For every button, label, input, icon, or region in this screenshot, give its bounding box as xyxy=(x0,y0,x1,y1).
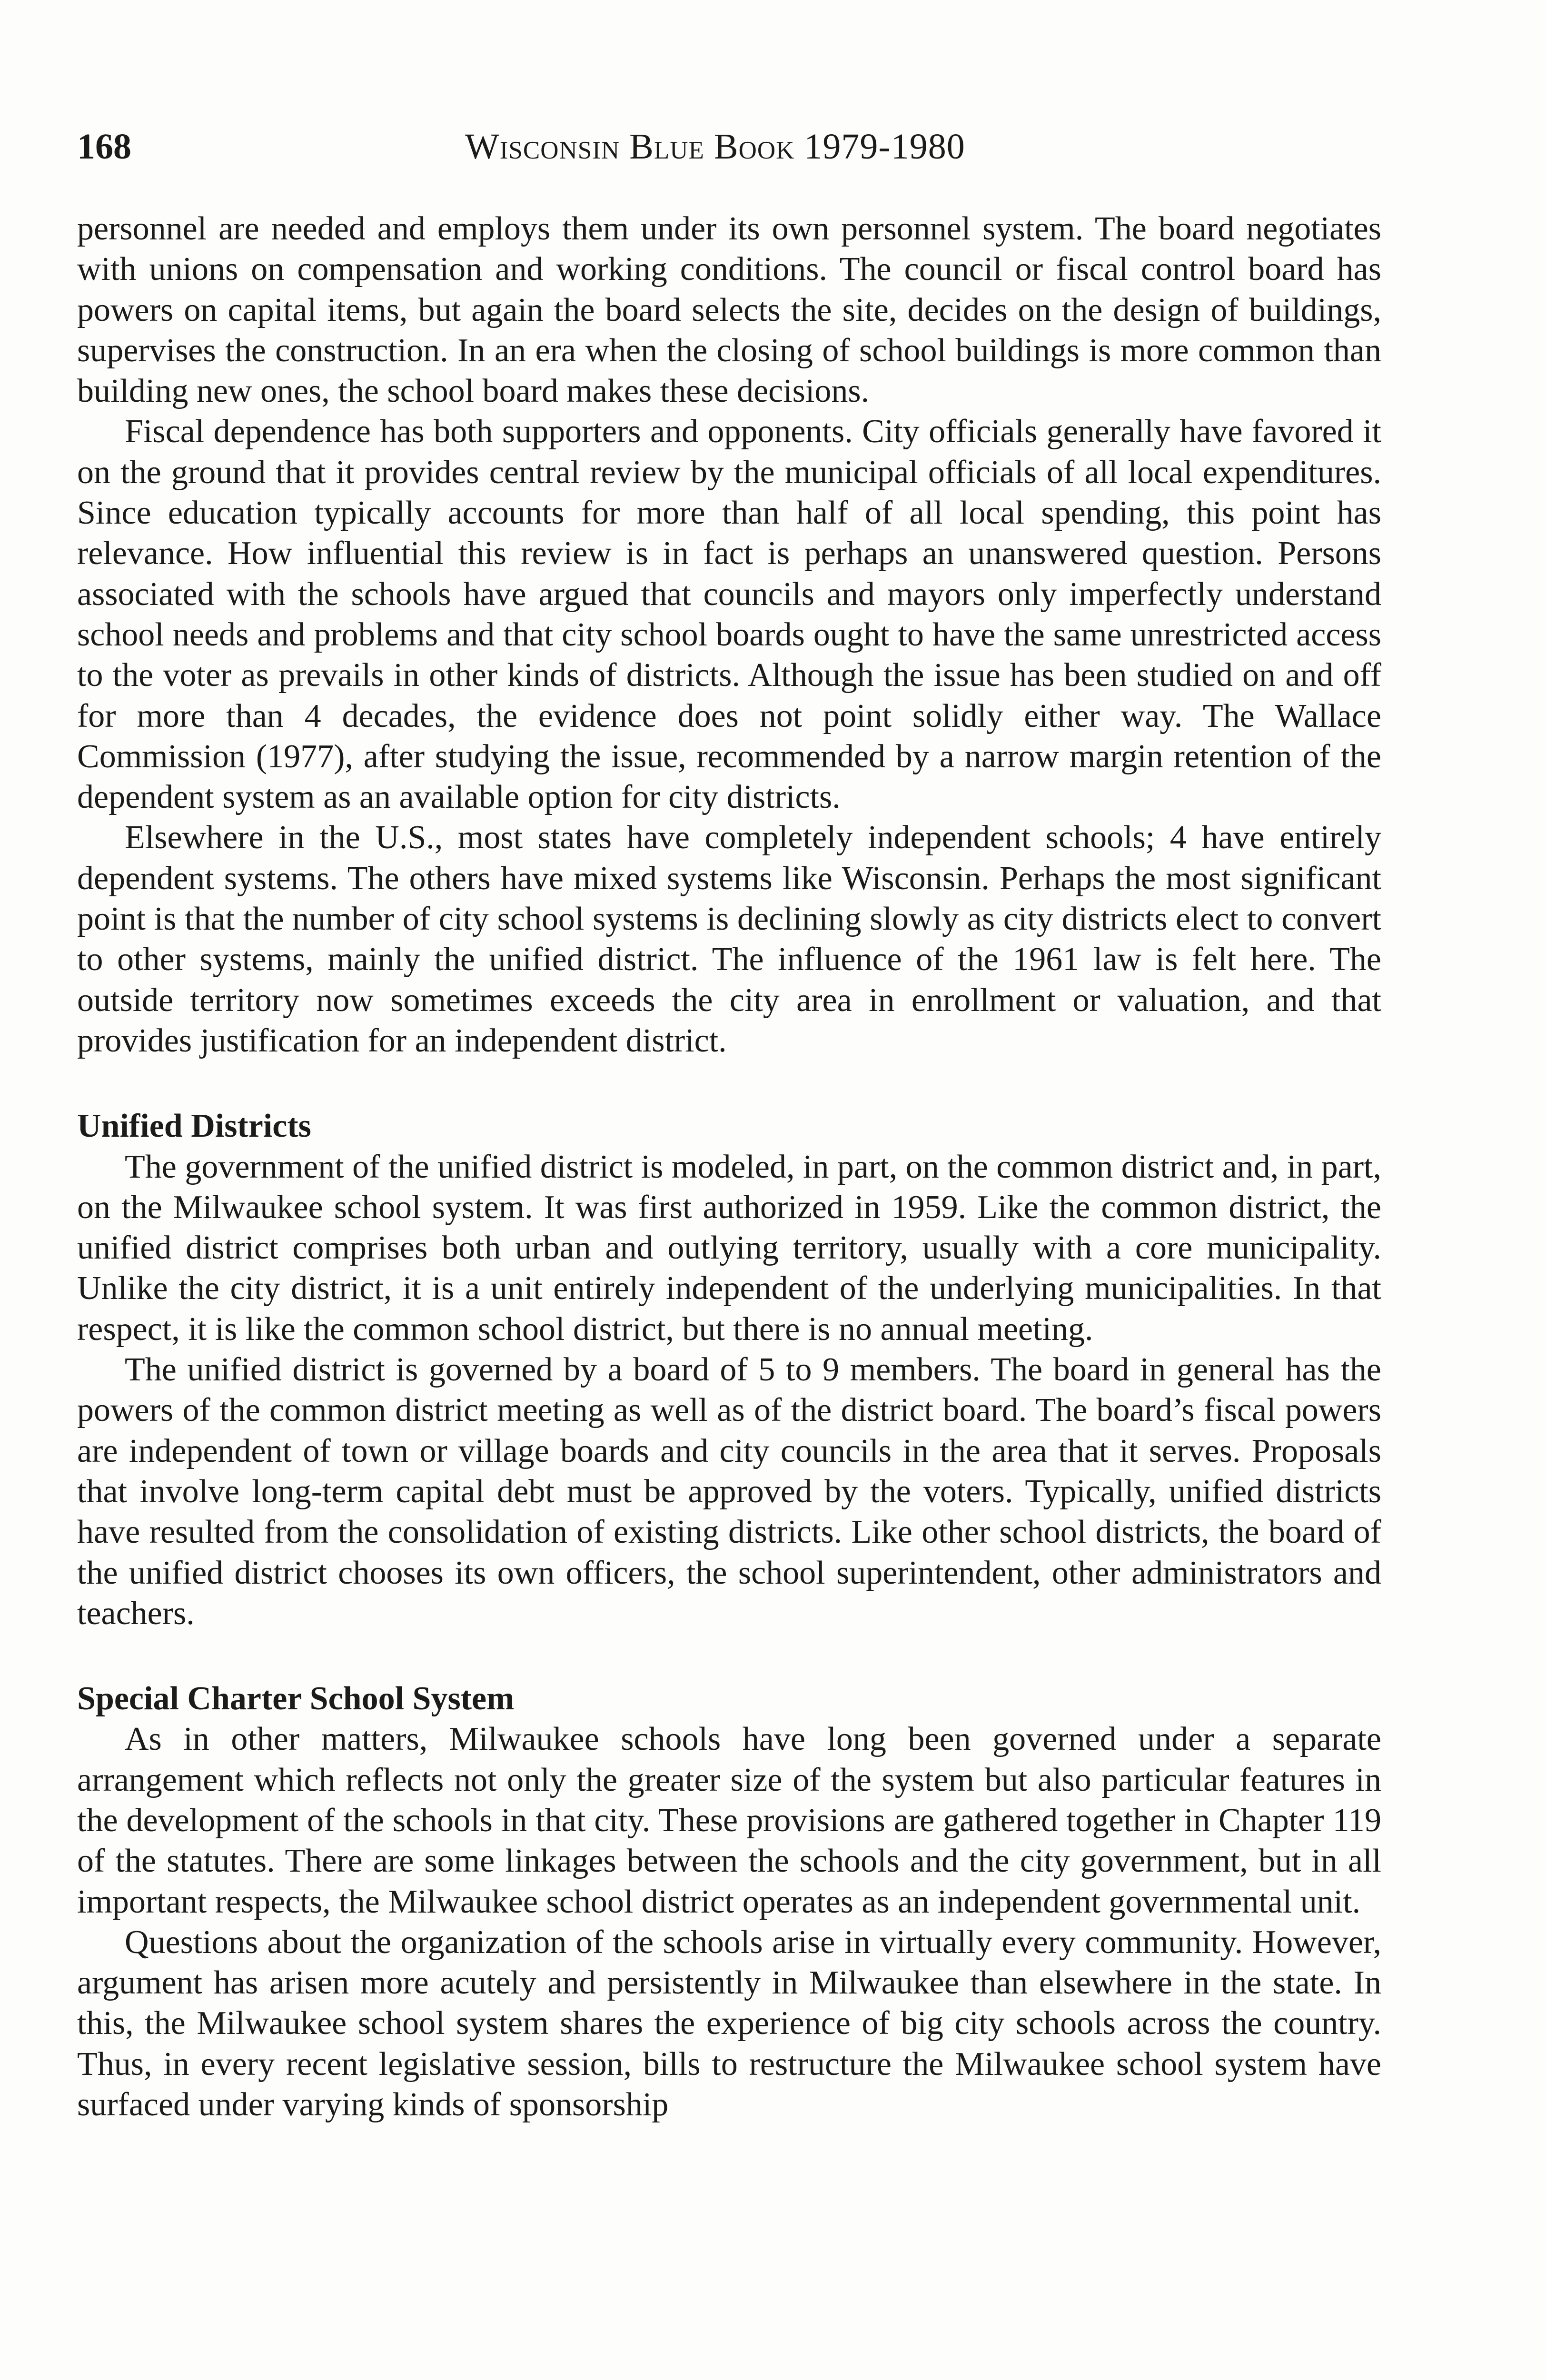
heading-special-charter: Special Charter School System xyxy=(77,1680,515,1717)
paragraph-fiscal-dependence: Fiscal dependence has both supporters and opponents. City officials generally have favored it on the ground that it provides central review by the municipal officials of all local expenditures. Since education typically accounts for more than half of all local spending, this point has relevance. How influential this review is in fact is perhaps an unanswered question. Persons associated with the schools have argued that councils and mayors only imperfectly understand school needs and problems and that city school boards ought to have the same unrestricted access to the voter as prevails in other kinds of districts. Although the issue has been studied on and off for more than 4 decades, the evidence does not point solidly either way. The Wallace Commission (1977), after studying the issue, recommended by a narrow margin retention of the dependent system as an available option for city districts. xyxy=(77,413,1381,816)
paragraph-milwaukee-arrangement: As in other matters, Milwaukee schools have long been governed under a separate arrangement which reflects not only the greater size of the system but also particular features in the development of the schools in that city. These provisions are gathered together in Chapter 119 of the statutes. There are some linkages between the schools and the city government, but in all important respects, the Milwaukee school district operates as an independent governmental unit. xyxy=(77,1721,1381,1920)
page-number: 168 xyxy=(77,127,131,167)
section-gap xyxy=(77,1061,1381,1106)
heading-unified-districts: Unified Districts xyxy=(77,1108,311,1145)
body-text xyxy=(77,208,1381,2125)
running-title: Wisconsin Blue Book 1979-1980 xyxy=(465,127,965,167)
paragraph-unified-government: The government of the unified district is modeled, in part, on the common district and, in part, on the Milwaukee school system. It was first authorized in 1959. Like the common district, the unified district comprises both urban and outlying territory, usually with a core municipality. Unlike the city district, it is a unit entirely independent of the underlying municipalities. In that respect, it is like the common school district, but there is no annual meeting. xyxy=(77,1148,1381,1348)
page-header xyxy=(77,123,1381,170)
paragraph-continued: personnel are needed and employs them under its own personnel system. The board negotiates with unions on compensation and working conditions. The council or fiscal control board has powers on capital items, but again the board selects the site, decides on the design of buildings, supervises the construction. In an era when the closing of school buildings is more common than building new ones, the school board makes these decisions. xyxy=(77,210,1381,410)
paragraph-unified-board: The unified district is governed by a board of 5 to 9 members. The board in general has the powers of the common district meeting as well as of the district board. The board’s fiscal powers are independent of town or village boards and city councils in the area that it serves. Proposals that involve long-term capital debt must be approved by the voters. Typically, unified districts have resulted from the consolidation of existing districts. Like other school districts, the board of the unified district chooses its own officers, the school superintendent, other administrators and teachers. xyxy=(77,1351,1381,1632)
paragraph-organization-questions: Questions about the organization of the schools arise in virtually every community. However, argument has arisen more acutely and persistently in Milwaukee than elsewhere in the state. In this, the Milwaukee school system shares the experience of big city schools across the country. Thus, in every recent legislative session, bills to restructure the Milwaukee school system have surfaced under varying kinds of sponsorship xyxy=(77,1924,1381,2123)
paragraph-elsewhere: Elsewhere in the U.S., most states have completely independent schools; 4 have entirely dependent systems. The others have mixed systems like Wisconsin. Perhaps the most significant point is that the number of city school systems is declining slowly as city districts elect to convert to other systems, mainly the unified district. The influence of the 1961 law is felt here. The outside territory now sometimes exceeds the city area in enrollment or valuation, and that provides justification for an independent district. xyxy=(77,819,1381,1059)
section-gap xyxy=(77,1634,1381,1678)
